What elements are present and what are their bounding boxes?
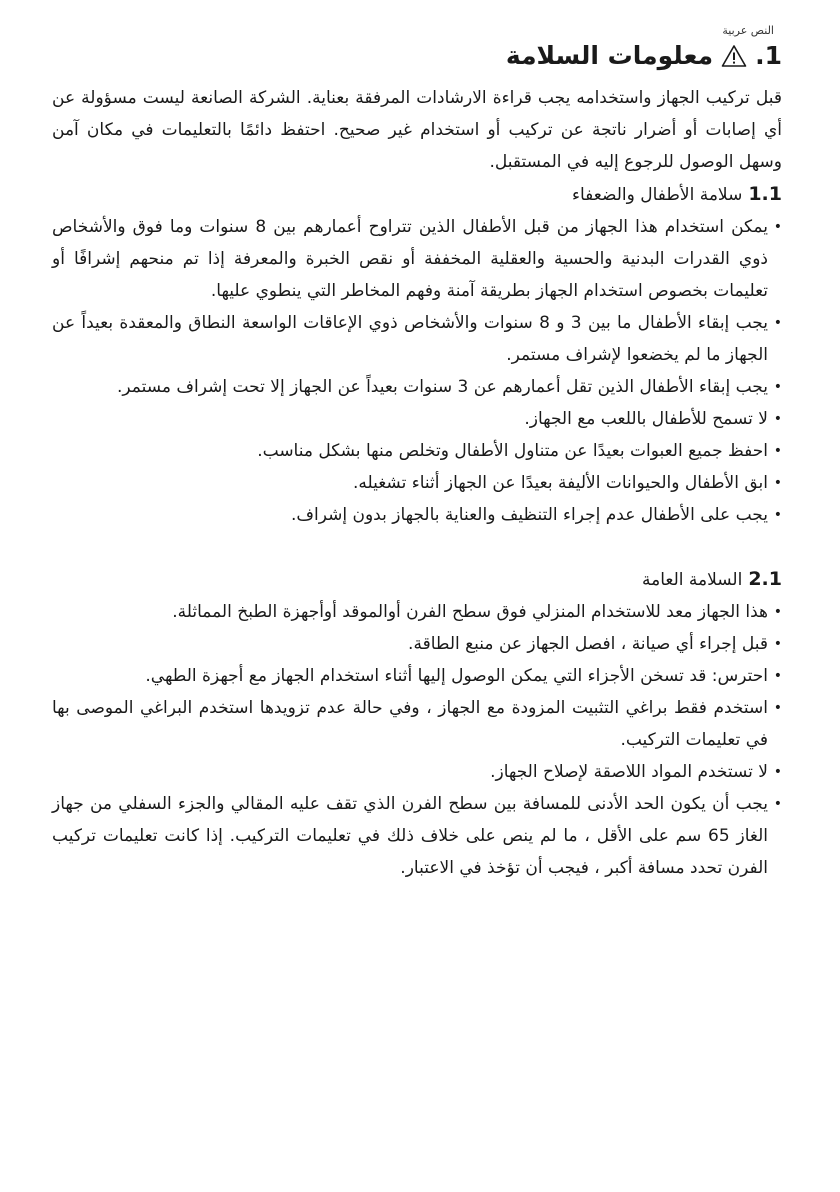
section-1-1-title: سلامة الأطفال والضعفاء	[572, 185, 743, 205]
section-2-1-heading	[52, 563, 782, 596]
list-item: • احفظ جميع العبوات بعيدًا عن متناول الأطفال وتخلص منها بشكل مناسب.	[52, 435, 782, 467]
document-body	[52, 82, 782, 884]
list-item: • قبل إجراء أي صيانة ، افصل الجهاز عن منبع الطاقة.	[52, 628, 782, 660]
list-item: • ابق الأطفال والحيوانات الأليفة بعيدًا عن الجهاز أثناء تشغيله.	[52, 467, 782, 499]
language-label: النص عربية	[722, 24, 774, 37]
list-item: • هذا الجهاز معد للاستخدام المنزلي فوق سطح الفرن أوالموقد أوأجهزة الطبخ المماثلة.	[52, 596, 782, 628]
section-2-1-list	[52, 596, 782, 884]
section-1-1-heading	[52, 178, 782, 211]
list-item: • يمكن استخدام هذا الجهاز من قبل الأطفال الذين تتراوح أعمارهم بين 8 سنوات وما فوق والأشخاص ذوي القدرات البدنية والحسية والعقلية المخففة أو نقص الخبرة والمعرفة إذا تم منحهم إشرافًا أو تعليمات بخصوص استخدام الجهاز بطريقة آمنة وفهم المخاطر التي ينطوي عليها.	[52, 211, 782, 307]
list-item: • استخدم فقط براغي التثبيت المزودة مع الجهاز ، وفي حالة عدم تزويدها استخدم البراغي الموصى بها في تعليمات التركيب.	[52, 692, 782, 756]
section-1-intro: قبل تركيب الجهاز واستخدامه يجب قراءة الارشادات المرفقة بعناية. الشركة الصانعة ليست مسؤولة عن أي إصابات أو أضرار ناتجة عن تركيب أو استخدام غير صحيح. احتفظ دائمًا بالتعليمات في مكان آمن وسهل الوصول للرجوع إليه في المستقبل.	[52, 88, 782, 172]
list-item: • يجب إبقاء الأطفال ما بين 3 و 8 سنوات والأشخاص ذوي الإعاقات الواسعة النطاق والمعقدة بعيداً عن الجهاز ما لم يخضعوا لإشراف مستمر.	[52, 307, 782, 371]
list-item: • لا تسمح للأطفال باللعب مع الجهاز.	[52, 403, 782, 435]
section-1-1-list	[52, 211, 782, 531]
section-1-1-number: 1.1	[748, 183, 782, 205]
warning-triangle-icon	[721, 44, 747, 68]
section-1-title: معلومات السلامة	[505, 41, 714, 70]
list-item: • يجب أن يكون الحد الأدنى للمسافة بين سطح الفرن الذي تقف عليه المقالي والجزء السفلي من جهاز الغاز 65 سم على الأقل ، ما لم ينص على خلاف ذلك في تعليمات التركيب. إذا كانت تعليمات تركيب الفرن تحدد مسافة أكبر ، فيجب أن تؤخذ في الاعتبار.	[52, 788, 782, 884]
section-spacer	[52, 531, 782, 563]
section-2-1-title: السلامة العامة	[641, 570, 743, 590]
section-1-heading	[58, 36, 782, 76]
list-item: • يجب إبقاء الأطفال الذين تقل أعمارهم عن 3 سنوات بعيداً عن الجهاز إلا تحت إشراف مستمر.	[52, 371, 782, 403]
list-item: • يجب على الأطفال عدم إجراء التنظيف والعناية بالجهاز بدون إشراف.	[52, 499, 782, 531]
list-item: • لا تستخدم المواد اللاصقة لإصلاح الجهاز.	[52, 756, 782, 788]
list-item: • احترس: قد تسخن الأجزاء التي يمكن الوصول إليها أثناء استخدام الجهاز مع أجهزة الطهي.	[52, 660, 782, 692]
section-1-number: 1.	[755, 41, 782, 70]
section-2-1-number: 2.1	[748, 568, 782, 590]
